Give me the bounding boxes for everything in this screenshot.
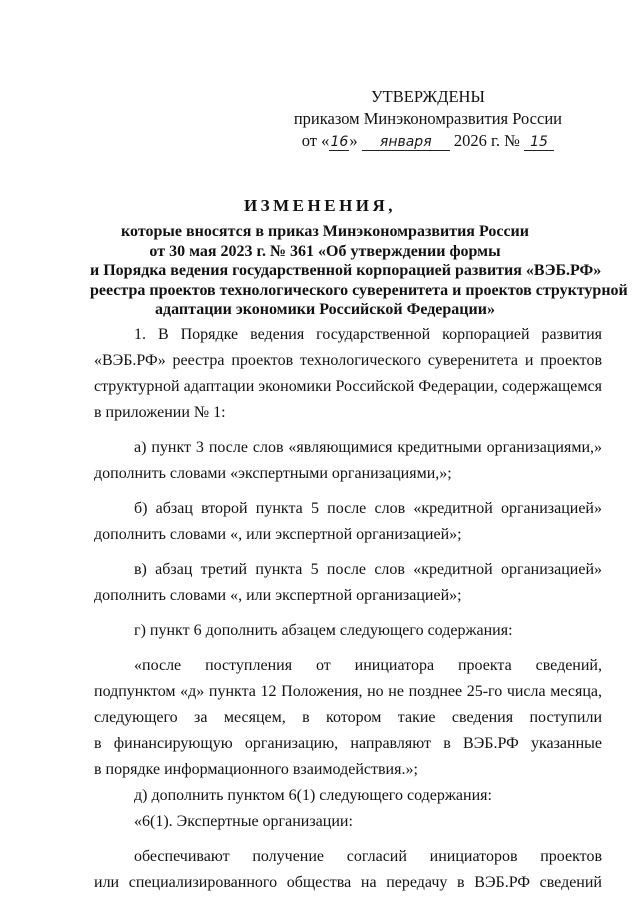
text-line: б) абзац второй пункта 5 после слов «кредитной организацией» xyxy=(134,500,602,517)
text-line: дополнить словами «экспертными организациями,»; xyxy=(94,465,452,482)
text-line: обеспечивают получение согласий инициаторов проектов xyxy=(134,848,602,865)
paragraph-1 xyxy=(94,322,602,426)
text-line: или специализированного общества на передачу в ВЭБ.РФ сведений xyxy=(94,874,602,891)
text-line: дополнить словами «, или экспертной организацией»; xyxy=(94,587,462,604)
text-line: в приложении № 1: xyxy=(94,404,226,421)
document-subtitle xyxy=(90,222,628,320)
handwritten-number: 15 xyxy=(524,133,554,151)
paragraph-g: г) пункт 6 дополнить абзацем следующего содержания: xyxy=(134,622,513,639)
handwritten-month: января xyxy=(362,133,450,151)
paragraph-last xyxy=(94,844,602,896)
document-body xyxy=(94,322,602,896)
subtitle-line: от 30 мая 2023 г. № 361 «Об утверждении формы xyxy=(149,242,501,260)
text-line: «ВЭБ.РФ» реестра проектов технологического суверенитета и проектов xyxy=(94,352,602,369)
paragraph-b xyxy=(94,496,602,548)
approval-order-line: приказом Минэкономразвития России xyxy=(293,109,562,128)
text-line: а) пункт 3 после слов «являющимися кредитными организациями,» xyxy=(134,439,602,456)
text-line: в финансирующую организацию, направляют в ВЭБ.РФ указанные xyxy=(94,735,602,752)
date-quote-close: » xyxy=(349,131,358,150)
approval-block xyxy=(294,86,562,152)
year-and-number-label: 2026 г. № xyxy=(453,131,520,150)
text-line: следующего за месяцем, в котором такие сведения поступили xyxy=(94,709,602,726)
subtitle-line: и Порядка ведения государственной корпорацией развития «ВЭБ.РФ» xyxy=(90,262,602,279)
paragraph-quote xyxy=(94,653,602,783)
document-heading: ИЗМЕНЕНИЯ, xyxy=(243,196,397,215)
subtitle-line: адаптации экономики Российской Федерации» xyxy=(155,301,495,318)
text-line: «после поступления от инициатора проекта сведений, xyxy=(134,657,602,674)
date-prefix: от « xyxy=(301,131,330,150)
text-line: в порядке информационного взаимодействия.»; xyxy=(94,761,418,778)
paragraph-6-1: «6(1). Экспертные организации: xyxy=(134,813,353,830)
subtitle-line: которые вносятся в приказ Минэкономразвития России xyxy=(121,223,529,240)
text-line: 1. В Порядке ведения государственной корпорацией развития xyxy=(134,326,602,343)
paragraph-v xyxy=(94,557,602,609)
text-line: в) абзац третий пункта 5 после слов «кредитной организацией» xyxy=(134,561,602,578)
handwritten-day: 16 xyxy=(330,134,349,150)
approval-date-line xyxy=(294,130,562,152)
text-line: структурной адаптации экономики Российской Федерации, содержащемся xyxy=(94,378,602,395)
paragraph-d: д) дополнить пунктом 6(1) следующего содержания: xyxy=(134,787,492,804)
text-line: подпунктом «д» пункта 12 Положения, но не позднее 25-го числа месяца, xyxy=(94,683,602,700)
subtitle-line: реестра проектов технологического суверенитета и проектов структурной xyxy=(90,281,628,299)
paragraph-a xyxy=(94,435,602,487)
text-line: дополнить словами «, или экспертной организацией»; xyxy=(94,526,462,543)
approval-title: УТВЕРЖДЕНЫ xyxy=(370,87,485,106)
